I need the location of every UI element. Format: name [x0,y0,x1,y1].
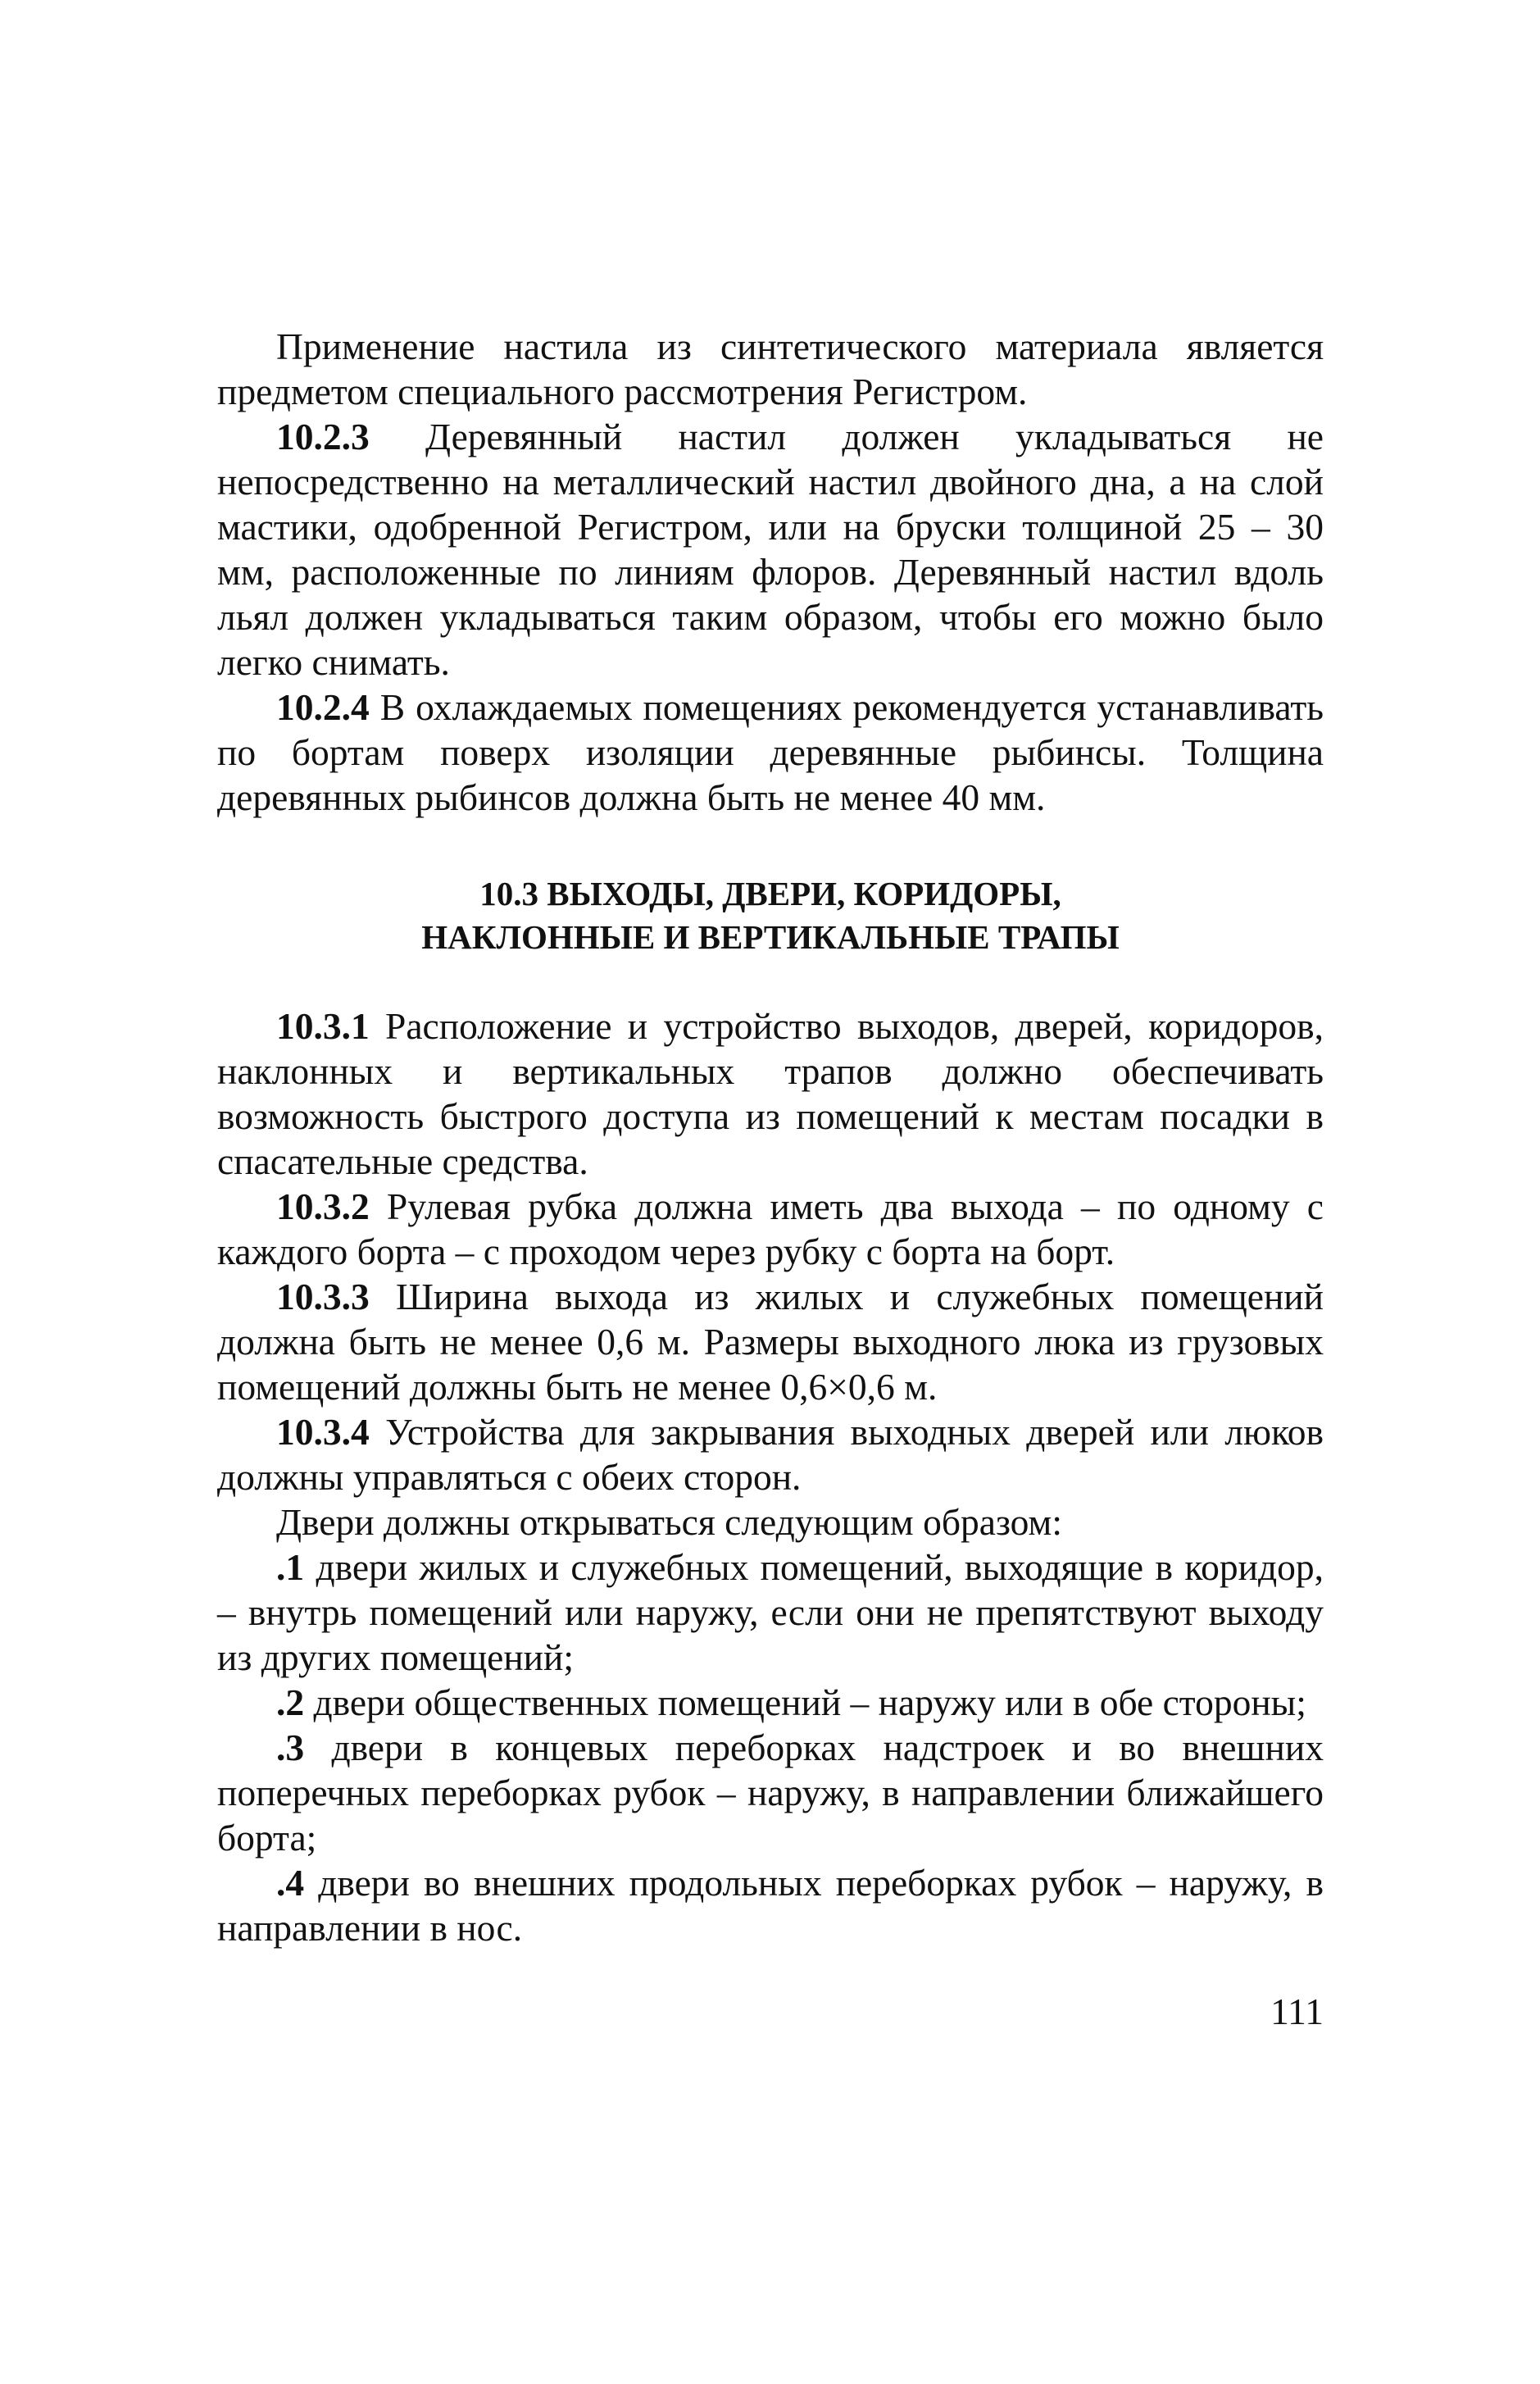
list-item-text: двери общественных помещений – наружу или в обе стороны; [304,1681,1306,1723]
paragraph-number: 10.2.4 [276,686,370,728]
section-heading-line-1: 10.3 ВЫХОДЫ, ДВЕРИ, КОРИДОРЫ, [479,875,1061,912]
list-item-text: двери жилых и служебных помещений, выходящие в коридор, – внутрь помещений или наружу, если они не препятствуют выходу из других помещений; [217,1546,1324,1678]
section-heading-line-2: НАКЛОННЫЕ И ВЕРТИКАЛЬНЫЕ ТРАПЫ [421,918,1120,956]
paragraph-text: Ширина выхода из жилых и служебных помещений должна быть не менее 0,6 м. Размеры выходного люка из грузовых помещений должны быть не менее 0,6×0,6 м. [217,1276,1324,1408]
list-item-number: .2 [276,1681,305,1723]
paragraph-10-3-3 [217,1274,1324,1409]
list-item-number: .4 [276,1862,305,1904]
list-item-number: .3 [276,1727,305,1768]
door-item-3 [217,1725,1324,1860]
paragraph-number: 10.3.1 [276,1005,370,1047]
paragraph-text: Деревянный настил должен укладываться не непосредственно на металлический настил двойного дна, а на слой мастики, одобренной Регистром, или на бруски толщиной 25 – 30 мм, расположенные по линиям флоров. Деревянный настил вдоль льял должен укладываться таким образом, чтобы его можно было легко снимать. [217,416,1324,683]
list-item-number: .1 [276,1546,305,1588]
list-item-text: двери во внешних продольных переборках рубок – наружу, в направлении в нос. [217,1862,1324,1949]
intro-text: Применение настила из синтетического материала является предметом специального рассмотрения Регистром. [217,325,1324,412]
paragraph-number: 10.3.4 [276,1411,370,1453]
paragraph-10-3-1 [217,1003,1324,1184]
list-item-text: двери в концевых переборках надстроек и во внешних поперечных переборках рубок – наружу, в направлении ближайшего борта; [217,1727,1324,1859]
paragraph-10-2-3 [217,414,1324,685]
paragraph-10-3-2 [217,1184,1324,1274]
paragraph-text: В охлаждаемых помещениях рекомендуется устанавливать по бортам поверх изоляции деревянные рыбинсы. Толщина деревянных рыбинсов должна быть не менее 40 мм. [217,686,1324,818]
paragraph-10-2-4 [217,685,1324,820]
door-item-4 [217,1860,1324,1950]
paragraph-text: Расположение и устройство выходов, дверей, коридоров, наклонных и вертикальных трапов должно обеспечивать возможность быстрого доступа из помещений к местам посадки в спасательные средства. [217,1005,1324,1182]
door-item-2 [217,1680,1324,1725]
doors-intro-paragraph [217,1499,1324,1545]
doors-intro-text: Двери должны открываться следующим образом: [276,1501,1062,1543]
paragraph-number: 10.3.2 [276,1185,370,1227]
paragraph-10-3-4 [217,1409,1324,1499]
paragraph-number: 10.3.3 [276,1276,370,1317]
door-item-1 [217,1545,1324,1680]
page-body [217,324,1324,1950]
intro-paragraph [217,324,1324,414]
page-number: 111 [1270,1990,1324,2032]
section-heading [217,872,1324,959]
paragraph-number: 10.2.3 [276,416,370,457]
paragraph-text: Устройства для закрывания выходных дверей или люков должны управляться с обеих сторон. [217,1411,1324,1498]
paragraph-text: Рулевая рубка должна иметь два выхода – по одному с каждого борта – с проходом через рубку с борта на борт. [217,1185,1324,1272]
